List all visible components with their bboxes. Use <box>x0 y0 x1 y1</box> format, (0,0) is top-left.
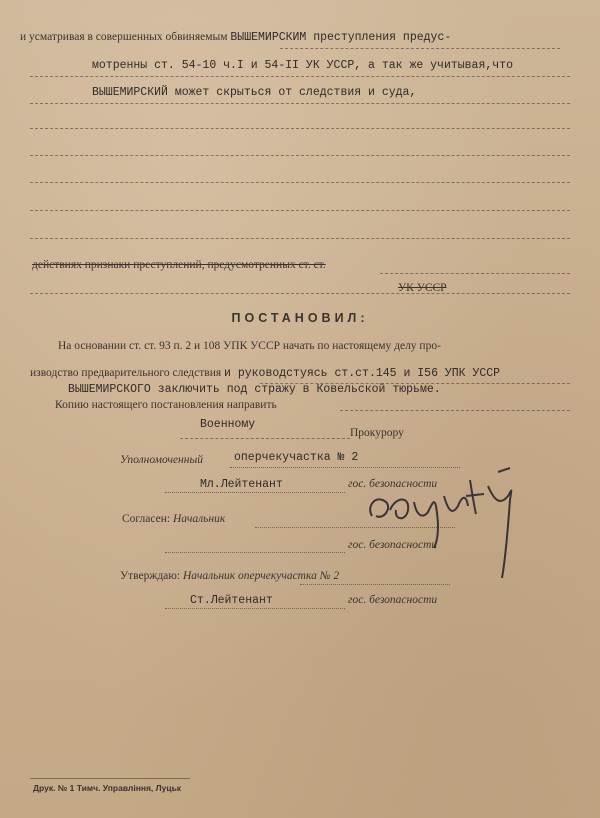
soglasen-underline-2 <box>165 552 345 553</box>
recipient-underline <box>180 438 350 439</box>
printer-footer: Друк. № 1 Тимч. Управління, Луцьк <box>33 783 182 793</box>
utverzhdayu-line <box>120 570 339 582</box>
blank-line-3 <box>30 182 570 183</box>
soglasen-nachalnik: Начальник <box>172 513 226 525</box>
copy-line: Копию настоящего постановления направить <box>55 399 277 411</box>
blank-line-4 <box>30 210 570 211</box>
blank-line-1 <box>30 128 570 129</box>
text-line-3: ВЫШЕМИРСКИЙ может скрыться от следствия и суда, <box>92 86 417 99</box>
upolnomochenny-label: Уполномоченный <box>120 454 203 466</box>
underline-1 <box>280 48 560 49</box>
utverzhdayu-word: Утверждаю: <box>120 570 181 582</box>
blank-line-5 <box>30 238 570 239</box>
gos-bez-1: гос. безопасности <box>348 478 438 490</box>
recipient-voennomu: Военному <box>200 418 256 431</box>
resolution-title: ПОСТАНОВИЛ: <box>231 311 369 325</box>
soglasen-word: Согласен: <box>122 513 171 525</box>
actions-underline <box>380 273 570 274</box>
resolve-line-2 <box>30 367 500 380</box>
st-lt-underline <box>165 608 345 609</box>
upolnomochenny-oper: оперчекучастка № 2 <box>234 451 359 464</box>
st-lieutenant: Ст.Лейтенант <box>190 594 273 607</box>
resolve-line-3: ВЫШЕМИРСКОГО заключить под стражу в Ковельской тюрьме. <box>68 383 441 396</box>
text-line-1 <box>20 31 451 44</box>
resolve-line-2-typed: и руководстуясь ст.ст.145 и I56 УПК УССР <box>224 367 501 380</box>
underline-2 <box>30 76 570 77</box>
gos-bez-2: гос. безопасности <box>348 539 438 551</box>
utverzhdayu-nachalnik: Начальник оперчекучастка № 2 <box>182 570 340 582</box>
line1-prefix: и усматривая в совершенных обвиняемым <box>20 31 228 43</box>
resolve-line-1: На основании ст. ст. 93 п. 2 и 108 УПК УССР начать по настоящему делу про- <box>58 340 441 352</box>
ml-lieutenant: Мл.Лейтенант <box>200 478 283 491</box>
underline-3 <box>30 103 570 104</box>
recipient-prokuroru: Прокурору <box>350 427 404 439</box>
uk-underline <box>30 293 570 294</box>
ml-lt-underline <box>165 492 345 493</box>
text-line-2: мотренны ст. 54-10 ч.I и 54-II УК УССР, а так же учитывая,что <box>92 59 513 72</box>
actions-line: действиях признаки преступлений, предусмотренных ст. ст. <box>32 259 326 271</box>
copy-underline <box>340 410 570 411</box>
uk-ussr-label: УК УССР <box>398 282 447 294</box>
soglasen-label <box>122 513 225 525</box>
blank-line-2 <box>30 155 570 156</box>
gos-bez-3: гос. безопасности <box>348 594 438 606</box>
footer-rule <box>30 778 190 779</box>
handwritten-signature <box>362 466 542 596</box>
line1-typed: ВЫШЕМИРСКИМ преступления предус- <box>230 31 452 44</box>
resolve-line-2-printed: изводство предварительного следствия <box>30 367 222 379</box>
